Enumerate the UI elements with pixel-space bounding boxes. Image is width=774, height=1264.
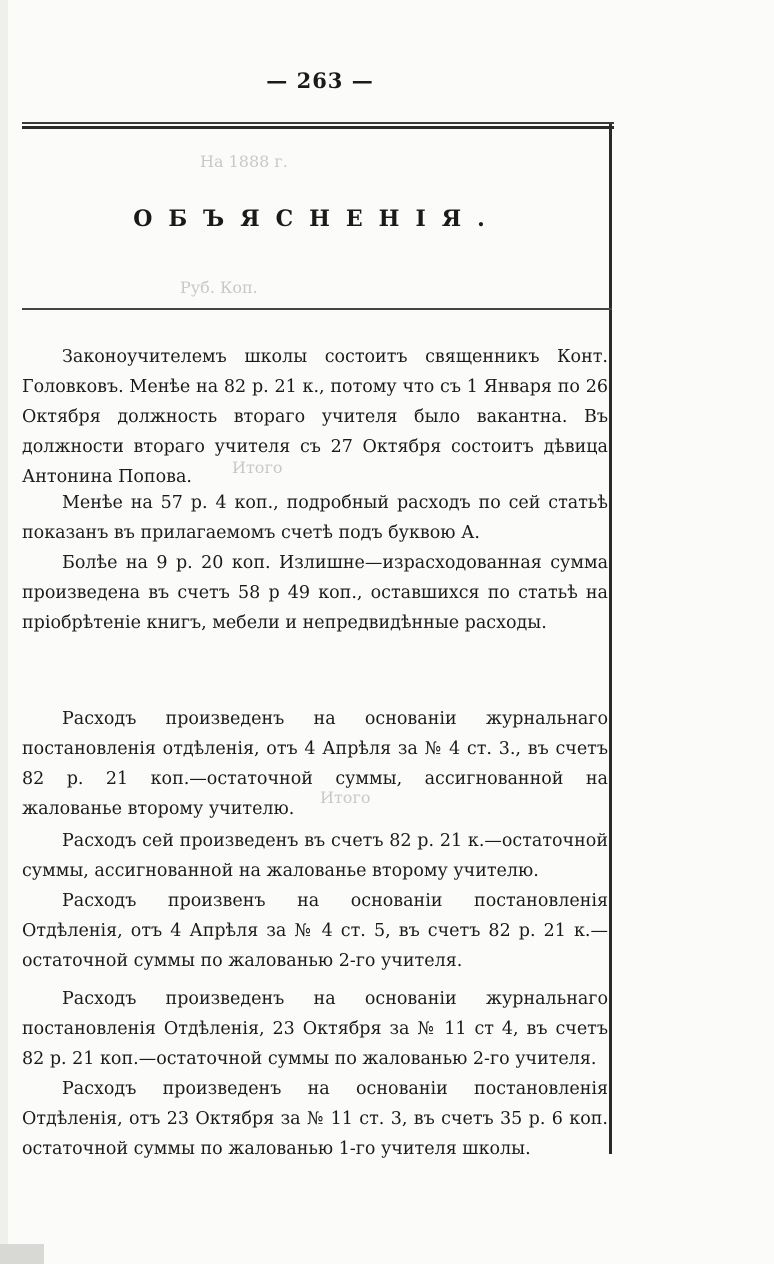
- right-border-rule: [609, 124, 612, 1154]
- paragraph-less-57: Менѣе на 57 р. 4 коп., подробный расходъ по сей статьѣ показанъ въ прилагаемомъ счетѣ подъ буквою А.: [22, 493, 608, 543]
- paragraph-expense-october-st4: Расходъ произведенъ на основаніи журнальнаго постановленія Отдѣленія, 23 Октября за № 11 ст 4, въ счетъ 82 р. 21 коп.—остаточной суммы по жалованью 2-го учителя.: [22, 989, 608, 1069]
- page-number: — 263 —: [266, 68, 374, 93]
- bleed-through-text-4: Итого: [320, 788, 371, 807]
- bleed-through-text-2: Руб. Коп.: [180, 278, 258, 297]
- page-left-edge: [0, 0, 8, 1264]
- top-rule-thick: [22, 126, 614, 129]
- paragraph-expense-second-teacher: Расходъ сей произведенъ въ счетъ 82 р. 21 к.—остаточной суммы, ассигнованной на жалованье второму учителю.: [22, 831, 608, 881]
- explanation-block-4: [22, 826, 608, 976]
- paragraph-expense-october-st3: Расходъ произведенъ на основаніи постановленія Отдѣленія, отъ 23 Октября за № 11 ст. 3, въ счетъ 35 р. 6 коп. остаточной суммы по жалованью 1-го учителя школы.: [22, 1079, 608, 1159]
- bleed-through-text-1: На 1888 г.: [200, 152, 288, 171]
- section-heading: ОБЪЯСНЕНІЯ.: [133, 206, 501, 232]
- paragraph-expense-april-st5: Расходъ произвенъ на основаніи постановленія Отдѣленія, отъ 4 Апрѣля за № 4 ст. 5, въ счетъ 82 р. 21 к.—остаточной суммы по жалованью 2-го учителя.: [22, 891, 608, 971]
- explanation-block-3: [22, 704, 608, 824]
- paragraph-expense-april-st3: Расходъ произведенъ на основаніи журнальнаго постановленія отдѣленія, отъ 4 Апрѣля за № 4 ст. 3., въ счетъ 82 р. 21 коп.—остаточной суммы, ассигнованной на жалованье второму учителю.: [22, 709, 608, 819]
- bleed-through-text-3: Итого: [232, 458, 283, 477]
- explanation-block-5: [22, 984, 608, 1164]
- paragraph-teachers: Законоучителемъ школы состоитъ священникъ Конт. Головковъ. Менѣе на 82 р. 21 к., потому что съ 1 Января по 26 Октября должность втораго учителя было вакантна. Въ должности втораго учителя съ 27 Октября состоитъ дѣвица Антонина Попова.: [22, 347, 608, 487]
- explanation-block-2: [22, 488, 608, 638]
- explanation-block-1: [22, 342, 608, 492]
- paragraph-more-9: Болѣе на 9 р. 20 коп. Излишне—израсходованная сумма произведена въ счетъ 58 р 49 коп., оставшихся по статьѣ на пріобрѣтеніе книгъ, мебели и непредвидѣнные расходы.: [22, 553, 608, 633]
- header-rule: [22, 308, 612, 310]
- top-rule-thin: [22, 122, 614, 124]
- scan-corner-shadow: [0, 1244, 44, 1264]
